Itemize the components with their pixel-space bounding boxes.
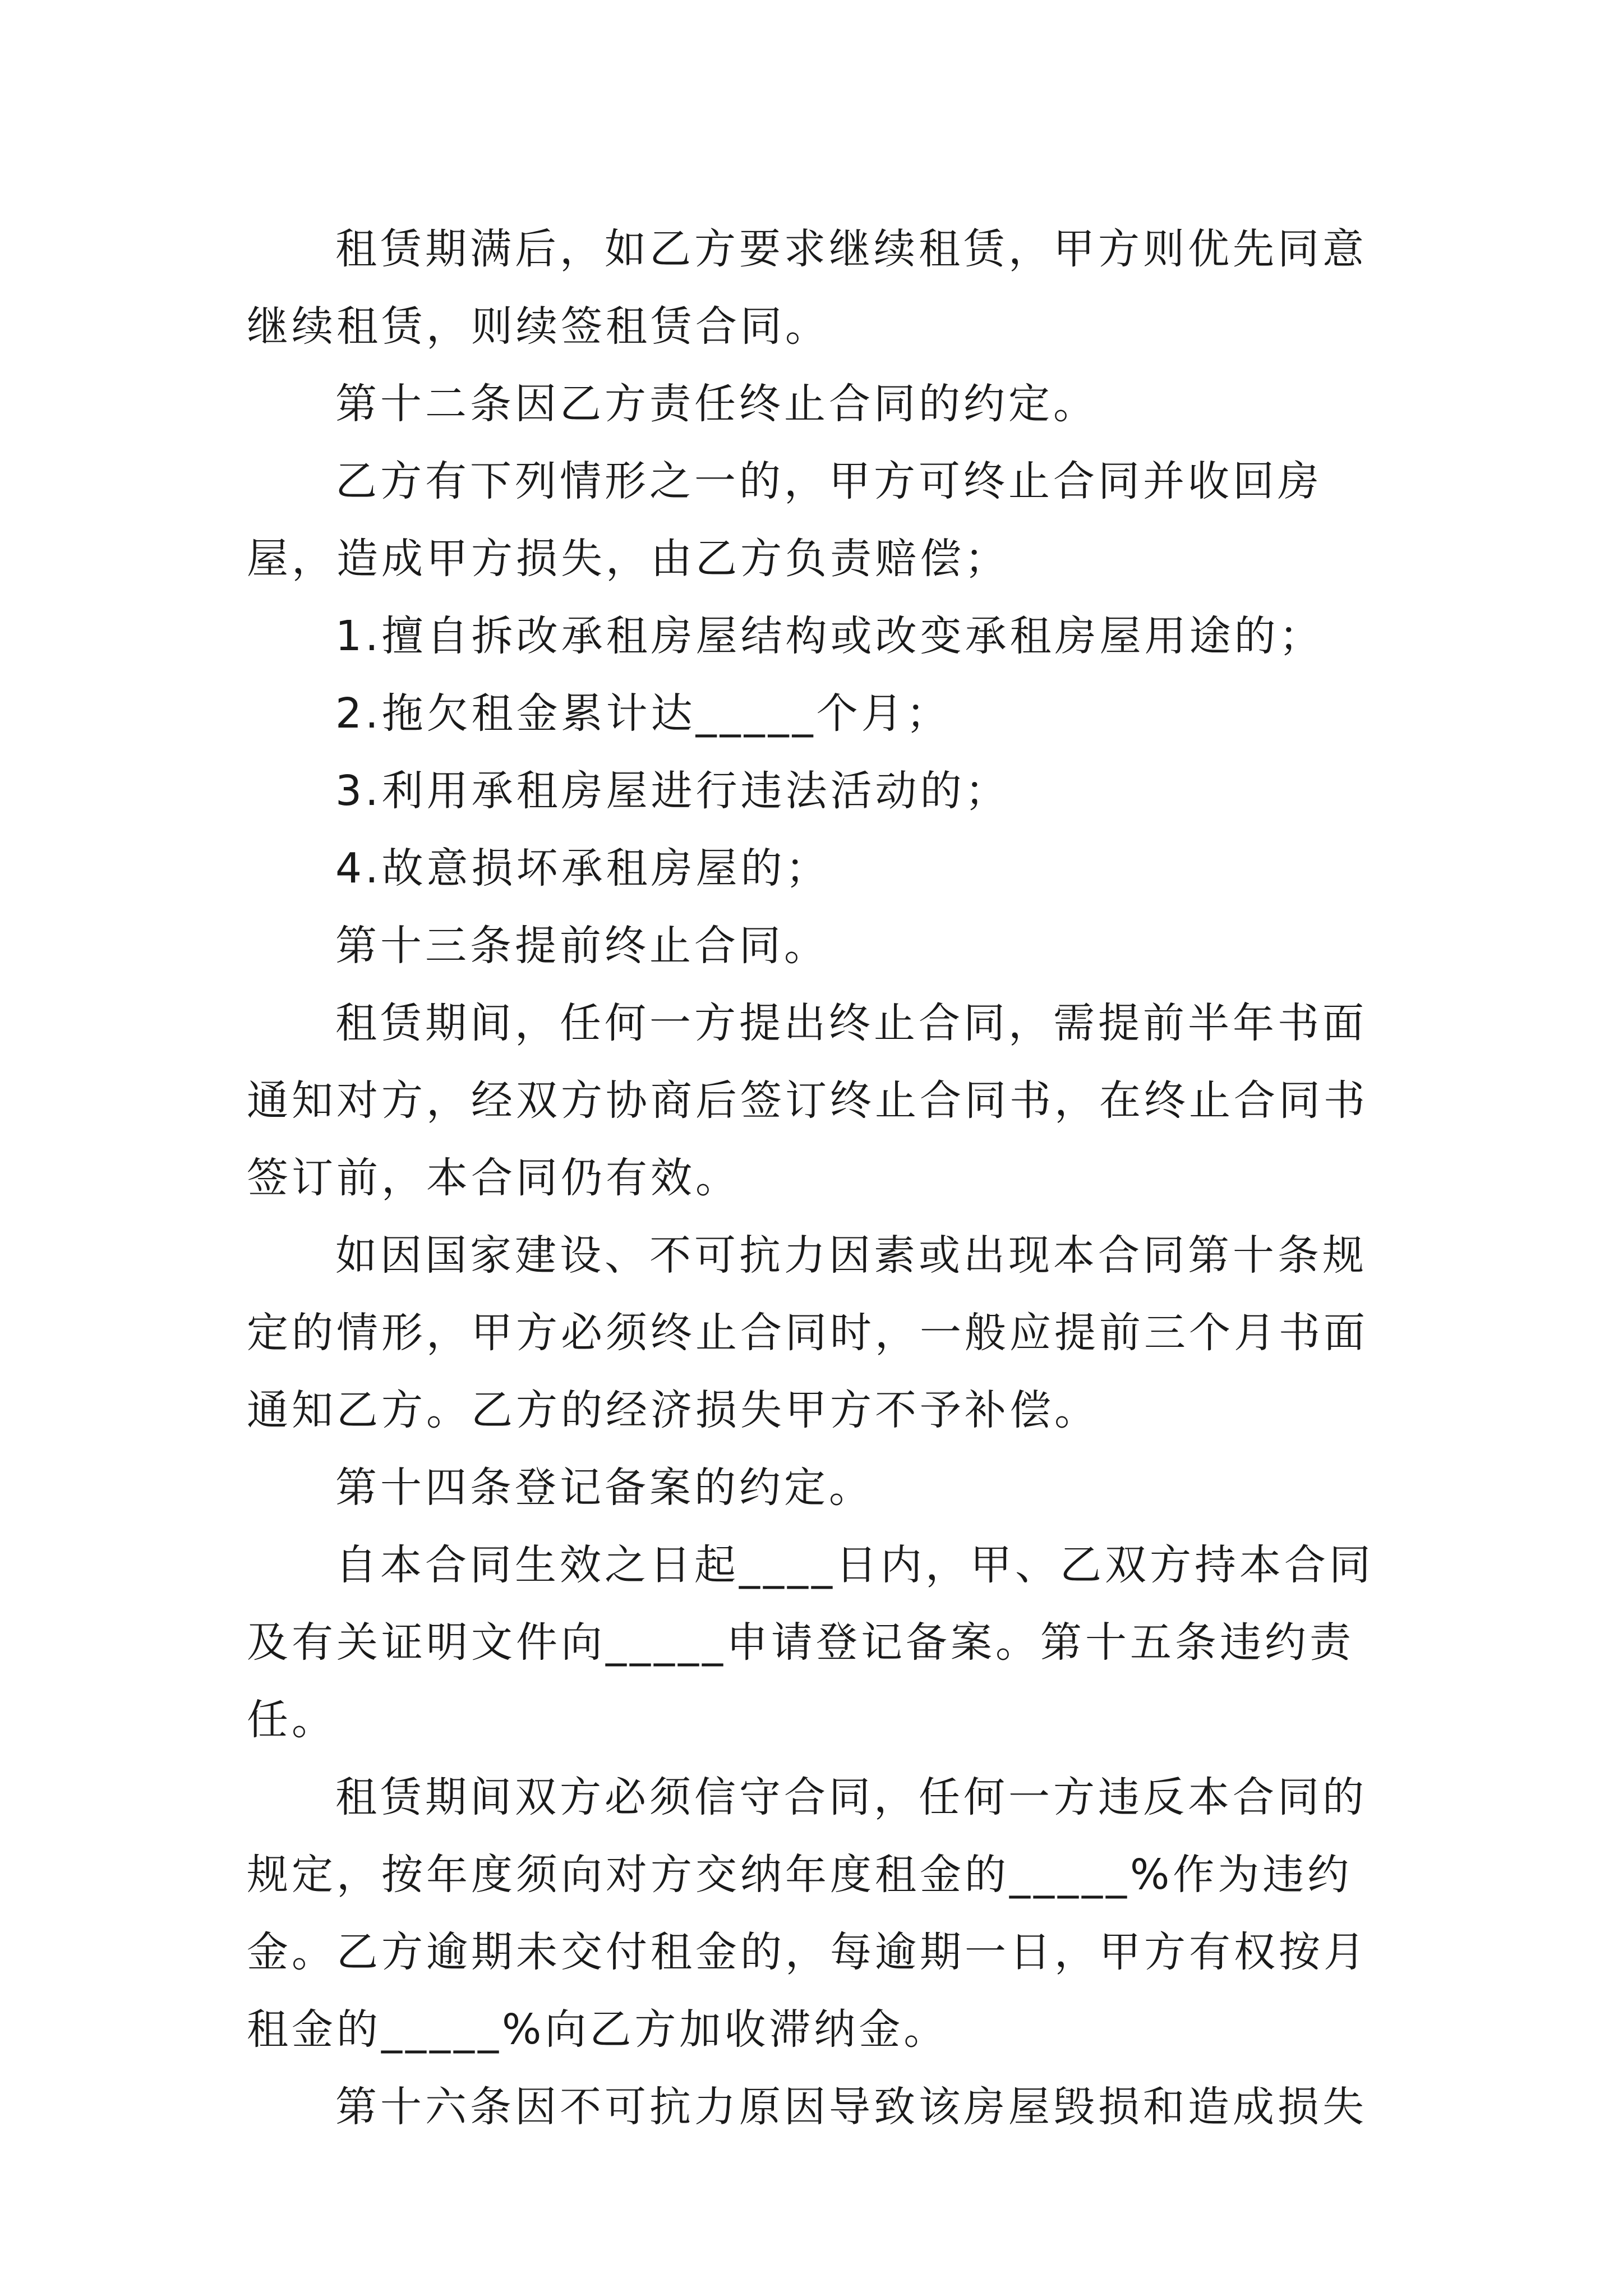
list-item-4: 4.故意损坏承租房屋的； bbox=[335, 844, 831, 892]
heading-article-12: 第十二条因乙方责任终止合同的约定。 bbox=[335, 380, 1098, 428]
heading-article-13: 第十三条提前终止合同。 bbox=[335, 922, 829, 970]
document-body bbox=[247, 210, 1396, 2146]
paragraph-force-majeure-termination: 如因国家建设、不可抗力因素或出现本合同第十条规定的情形，甲方必须终止合同时，一般应提前三个月书面通知乙方。乙方的经济损失甲方不予补偿。 bbox=[247, 1231, 1368, 1434]
paragraph-lease-renewal: 租赁期满后，如乙方要求继续租赁，甲方则优先同意继续租赁，则续签租赁合同。 bbox=[247, 225, 1367, 351]
paragraph-termination-conditions: 乙方有下列情形之一的，甲方可终止合同并收回房屋，造成甲方损失，由乙方负责赔偿； bbox=[247, 457, 1322, 583]
list-item-3: 3.利用承租房屋进行违法活动的； bbox=[335, 767, 1010, 815]
paragraph-registration: 自本合同生效之日起____日内，甲、乙双方持本合同及有关证明文件向_____申请登记备案。第十五条违约责任。 bbox=[247, 1541, 1374, 1744]
list-item-2: 2.拖欠租金累计达_____个月； bbox=[335, 689, 951, 738]
heading-article-16: 第十六条因不可抗力原因导致该房屋毁损和造成损失 bbox=[335, 2083, 1367, 2131]
list-item-1: 1.擅自拆改承租房屋结构或改变承租房屋用途的； bbox=[335, 612, 1324, 660]
heading-article-14: 第十四条登记备案的约定。 bbox=[335, 1464, 874, 1512]
paragraph-early-termination: 租赁期间，任何一方提出终止合同，需提前半年书面通知对方，经双方协商后签订终止合同书，在终止合同书签订前，本合同仍有效。 bbox=[247, 999, 1368, 1202]
paragraph-breach-liability: 租赁期间双方必须信守合同，任何一方违反本合同的规定，按年度须向对方交纳年度租金的_____%作为违约金。乙方逾期未交付租金的，每逾期一日，甲方有权按月租金的_____%向乙方加收滞纳金。 bbox=[247, 1773, 1368, 2054]
